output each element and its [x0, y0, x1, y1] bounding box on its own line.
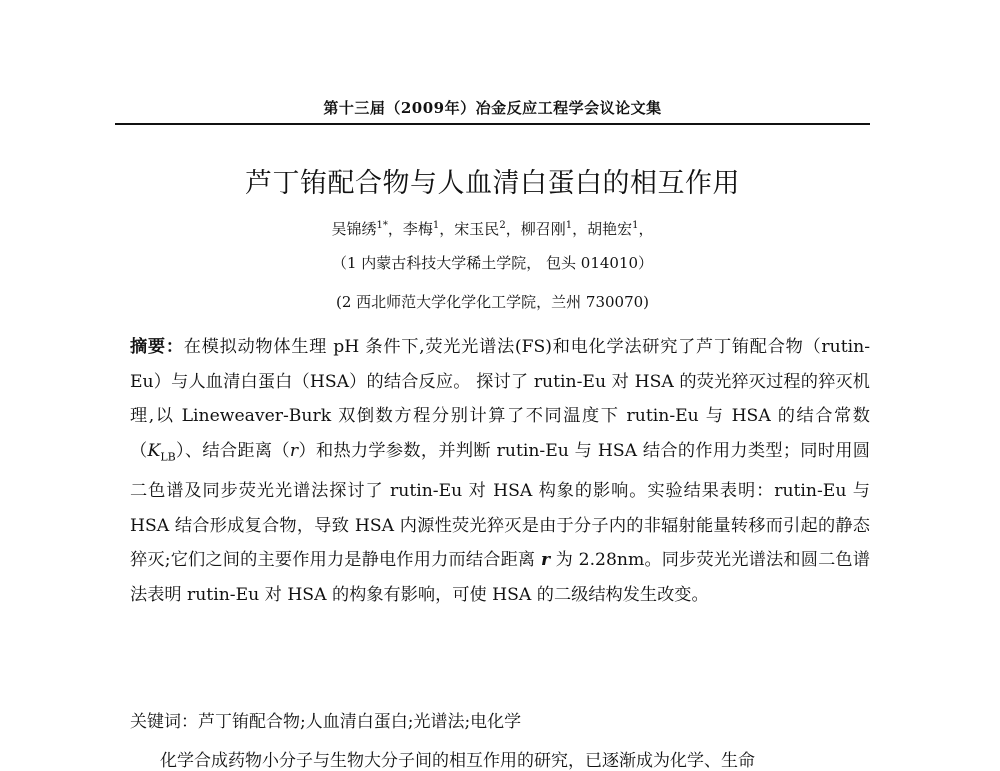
abstract-text: ）和热力学参数，并判断 rutin-Eu 与 HSA 结合的作用力类型；同时用圆二色谱及同步荧光光谱法探讨了 rutin-Eu 对 HSA 构象的影响。实验结果表明：rutin-Eu 与 HSA 结合形成复合物，导致 HSA 内源性荧光猝灭是由于分子内的非辐射能量转移而引起的静态猝灭;它们之间的主要作用力是静电作用力而结合距离	[130, 440, 870, 571]
abstract-text: ）、结合距离（	[175, 440, 290, 461]
keywords	[130, 707, 870, 732]
author-separator: ，	[572, 220, 588, 238]
author-name: 宋玉民	[454, 220, 500, 238]
binding-constant-subscript: LB	[160, 449, 176, 463]
author-affil-mark: 1	[565, 220, 573, 231]
abstract-text: 在模拟动物体生理 pH 条件下,荧光光谱法(FS)和电化学法研究了芦丁铕配合物（rutin-Eu）与人血清白蛋白（HSA）的结合反应。 探讨了 rutin-Eu 对 HSA 的荧光猝灭过程的猝灭机理,以 Lineweaver-Burk 双倒数方程分别计算了不同温度下 rutin-Eu 与 HSA 的结合常数（	[130, 337, 870, 461]
distance-symbol: r	[289, 440, 299, 461]
binding-constant-symbol: K	[147, 440, 161, 461]
author-name: 胡艳宏	[587, 220, 633, 238]
header-rule	[115, 123, 870, 125]
author-affil-mark: 2	[499, 220, 506, 231]
abstract-label: 摘要：	[130, 337, 184, 357]
author-affil-mark: 1	[632, 220, 639, 231]
author-name: 李梅	[402, 220, 433, 238]
author-name: 柳召刚	[520, 220, 566, 238]
author-name: 吴锦绣	[331, 220, 377, 238]
affiliation-2: (2 西北师范大学化学化工学院，兰州 730070)	[335, 293, 650, 311]
author-separator: ，	[505, 220, 521, 238]
keywords-text: 芦丁铕配合物;人血清白蛋白;光谱法;电化学	[198, 712, 522, 732]
author-affil-mark: 1	[432, 220, 440, 231]
paper-title: 芦丁铕配合物与人血清白蛋白的相互作用	[245, 168, 740, 199]
author-separator: ，	[638, 220, 654, 238]
abstract-text: 为 2.28nm。同步荧光光谱法和圆二色谱法表明 rutin-Eu 对 HSA 的构象有影响，可使 HSA 的二级结构发生改变。	[130, 550, 870, 605]
author-affil-mark: 1*	[376, 220, 388, 231]
body-paragraph-start: 化学合成药物小分子与生物大分子间的相互作用的研究，已逐渐成为化学、生命	[160, 751, 755, 771]
affiliation-1: （1 内蒙古科技大学稀土学院， 包头 014010）	[331, 254, 654, 272]
keywords-label: 关键词：	[130, 712, 198, 732]
author-separator: ，	[387, 220, 403, 238]
abstract	[130, 330, 870, 612]
running-header: 第十三届（2009年）冶金反应工程学会议论文集	[323, 99, 662, 117]
author-list	[115, 218, 870, 239]
distance-symbol: r	[540, 550, 550, 571]
author-separator: ，	[439, 220, 455, 238]
